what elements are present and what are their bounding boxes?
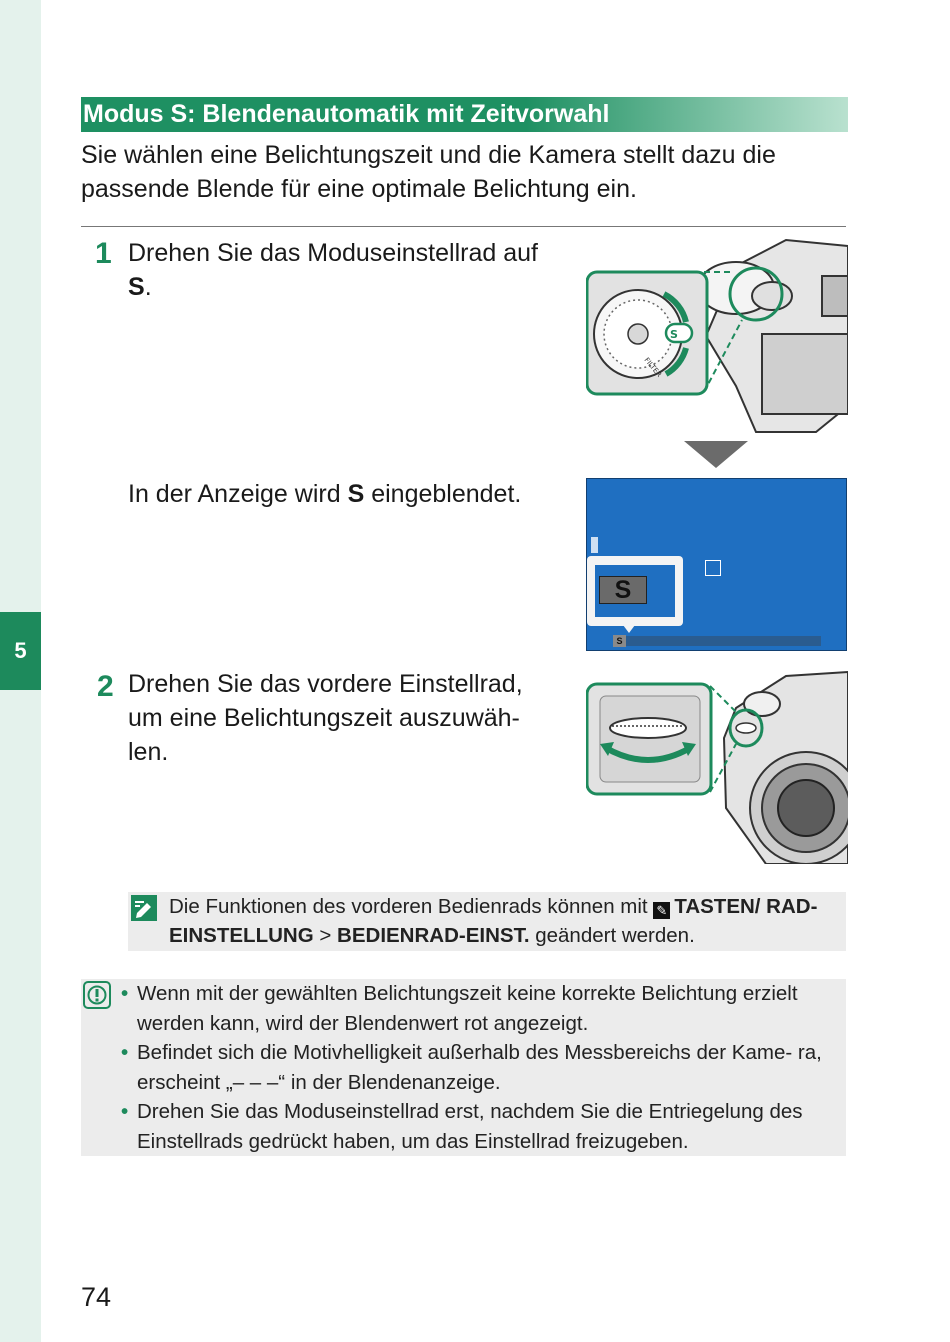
lcd-callout [587, 556, 683, 626]
dial-label-filter: FILTER [642, 356, 664, 379]
note-text [169, 892, 839, 950]
divider [81, 226, 846, 227]
front-dial-illustration [586, 668, 848, 864]
caution-box [81, 979, 846, 1156]
step-1-text [128, 236, 538, 304]
lcd-status-bar [613, 636, 821, 646]
page-number: 74 [81, 1282, 112, 1312]
section-intro: Sie wählen eine Belichtungszeit und die Kamera stellt dazu die passende Blende für eine optimale Belichtung ein. [81, 141, 776, 203]
lcd-focus-frame [705, 560, 721, 576]
step-1-result-after: eingeblendet. [364, 480, 522, 508]
chapter-tab [0, 612, 41, 690]
step-2-text: Drehen Sie das vordere Einstellrad, um eine Belichtungszeit auszuwäh- len. [128, 670, 523, 766]
step-1-text-before: Drehen Sie das Moduseinstellrad auf [128, 239, 538, 267]
note-box [128, 892, 846, 951]
chapter-number: 5 [14, 638, 27, 663]
step-1-result-before: In der Anzeige wird [128, 480, 348, 508]
caution-item: • Drehen Sie das Moduseinstellrad erst, nachdem Sie die Entriegelung des Einstellrads gedrückt haben, um das Einstellrad freizugeben. [119, 1097, 839, 1156]
lcd-mode-big: S [599, 576, 647, 604]
lcd-battery-icon [591, 537, 598, 553]
note-bold-1: TASTEN/ RAD-EINSTELLUNG [169, 895, 818, 947]
step-1-text-after: . [144, 273, 152, 301]
note-text-after: geändert werden. [529, 924, 695, 947]
step-1-result-bold: S [347, 480, 365, 508]
step-1-number: 1 [95, 237, 112, 270]
step-1-result-text [128, 477, 521, 511]
section-heading: Modus S: Blendenautomatik mit Zeitvorwahl [81, 97, 848, 132]
step-2-number: 2 [97, 670, 114, 703]
pencil-note-icon [130, 894, 158, 922]
wrench-setup-icon: ✎ [653, 902, 670, 919]
lcd-mode-small: S [613, 635, 626, 647]
note-bold-2: BEDIENRAD-EINST. [337, 924, 530, 947]
mode-dial-illustration [586, 236, 848, 434]
caution-item: • Wenn mit der gewählten Belichtungszeit keine korrekte Belichtung erzielt werden kann, wird der Blendenwert rot angezeigt. [119, 979, 839, 1038]
caution-item: • Befindet sich die Motivhelligkeit außerhalb des Messbereichs der Kame- ra, erscheint „– – –“ in der Blendenanzeige. [119, 1038, 839, 1097]
down-arrow-icon [684, 441, 748, 468]
exclamation-icon [83, 981, 111, 1009]
step-1-text-bold: S [128, 273, 145, 301]
note-separator: > [313, 924, 338, 947]
note-text-before: Die Funktionen des vorderen Bedienrads können mit [169, 895, 654, 918]
caution-list [119, 979, 839, 1156]
lcd-display [586, 478, 847, 651]
dial-label-s: S [670, 328, 678, 341]
